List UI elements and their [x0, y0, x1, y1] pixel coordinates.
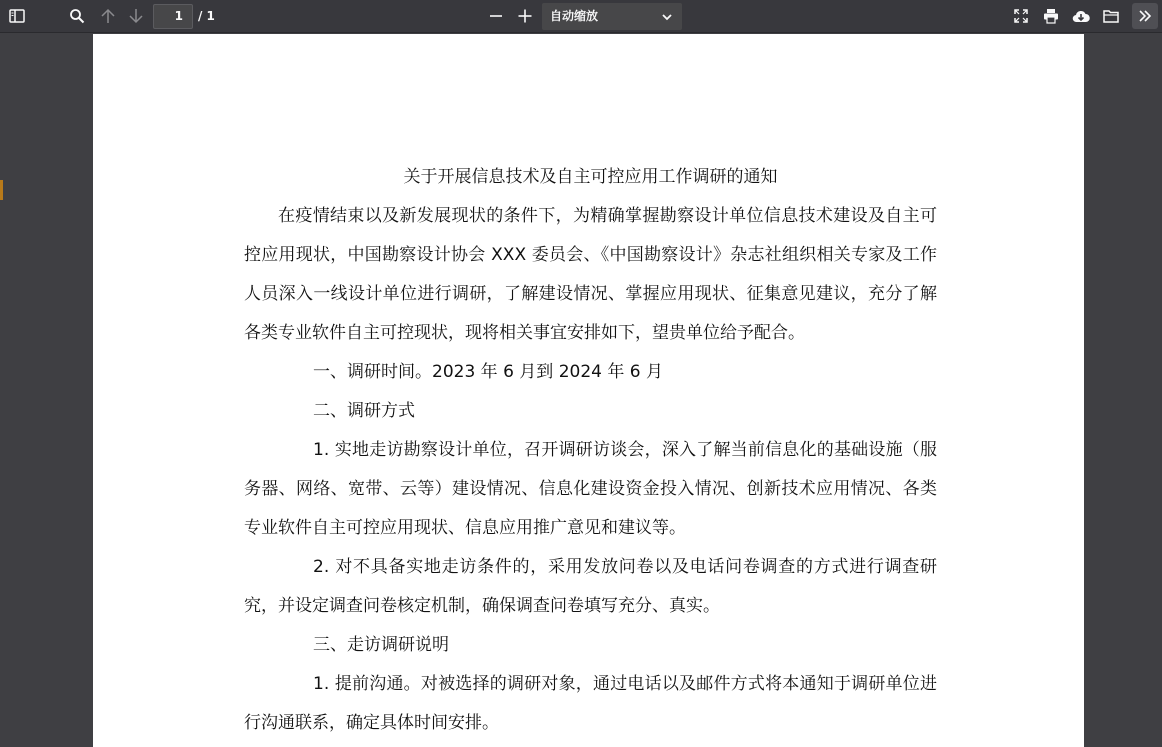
- previous-page-button[interactable]: [95, 3, 121, 29]
- find-button[interactable]: [64, 3, 90, 29]
- intro-paragraph: 在疫情结束以及新发展现状的条件下，为精确掌握勘察设计单位信息技术建设及自主可控应用现状，中国勘察设计协会 XXX 委员会、《中国勘察设计》杂志社组织相关专家及工作人员深入一线设计单位进行调研，了解建设情况、掌握应用现状、征集意见建议，充分了解各类专业软件自主可控现状，现将相关事宜安排如下，望贵单位给予配合。: [244, 206, 937, 343]
- minus-icon: [488, 8, 504, 24]
- list-item: 1. 实地走访勘察设计单位，召开调研访谈会，深入了解当前信息化的基础设施（服务器、网络、宽带、云等）建设情况、信息化建设资金投入情况、创新技术应用情况、各类专业软件自主可控应用现状、信息应用推广意见和建议等。: [244, 440, 937, 538]
- chevron-down-icon: [662, 13, 672, 21]
- cloud-download-icon: [1072, 9, 1090, 23]
- zoom-select[interactable]: [542, 3, 682, 30]
- arrow-up-icon: [100, 8, 116, 24]
- plus-icon: [517, 8, 533, 24]
- page-number-input[interactable]: 1: [153, 4, 193, 29]
- section-heading: 二、调研方式: [313, 401, 415, 421]
- sidebar-resize-handle[interactable]: [0, 180, 3, 200]
- sidebar-icon: [9, 9, 25, 23]
- zoom-in-button[interactable]: [512, 3, 538, 29]
- search-icon: [69, 8, 85, 24]
- fullscreen-icon: [1014, 9, 1028, 23]
- open-file-button[interactable]: [1098, 3, 1124, 29]
- list-item: 2. 对不具备实地走访条件的，采用发放问卷以及电话问卷调查的方式进行调查研究，并设定调查问卷核定机制，确保调查问卷填写充分、真实。: [244, 557, 937, 616]
- section-heading: 一、调研时间。2023 年 6 月到 2024 年 6 月: [313, 362, 663, 382]
- next-page-button[interactable]: [123, 3, 149, 29]
- arrow-down-icon: [128, 8, 144, 24]
- folder-icon: [1103, 9, 1119, 23]
- zoom-out-button[interactable]: [483, 3, 509, 29]
- tools-menu-button[interactable]: [1132, 3, 1158, 29]
- presentation-mode-button[interactable]: [1008, 3, 1034, 29]
- vertical-scrollbar[interactable]: [1156, 34, 1162, 747]
- pdf-page: [93, 34, 1084, 747]
- print-icon: [1043, 8, 1059, 24]
- list-item: 1. 提前沟通。对被选择的调研对象，通过电话以及邮件方式将本通知于调研单位进行沟通联系，确定具体时间安排。: [244, 674, 937, 733]
- pdf-toolbar: [0, 0, 1162, 33]
- print-button[interactable]: [1038, 3, 1064, 29]
- page-total: / 1: [198, 9, 215, 23]
- download-button[interactable]: [1068, 3, 1094, 29]
- double-chevron-right-icon: [1138, 9, 1152, 23]
- document-title: 关于开展信息技术及自主可控应用工作调研的通知: [403, 167, 778, 187]
- sidebar-toggle-button[interactable]: [4, 3, 30, 29]
- zoom-select-value: 自动缩放: [550, 9, 599, 23]
- section-heading: 三、走访调研说明: [313, 635, 449, 655]
- document-content: [244, 155, 937, 743]
